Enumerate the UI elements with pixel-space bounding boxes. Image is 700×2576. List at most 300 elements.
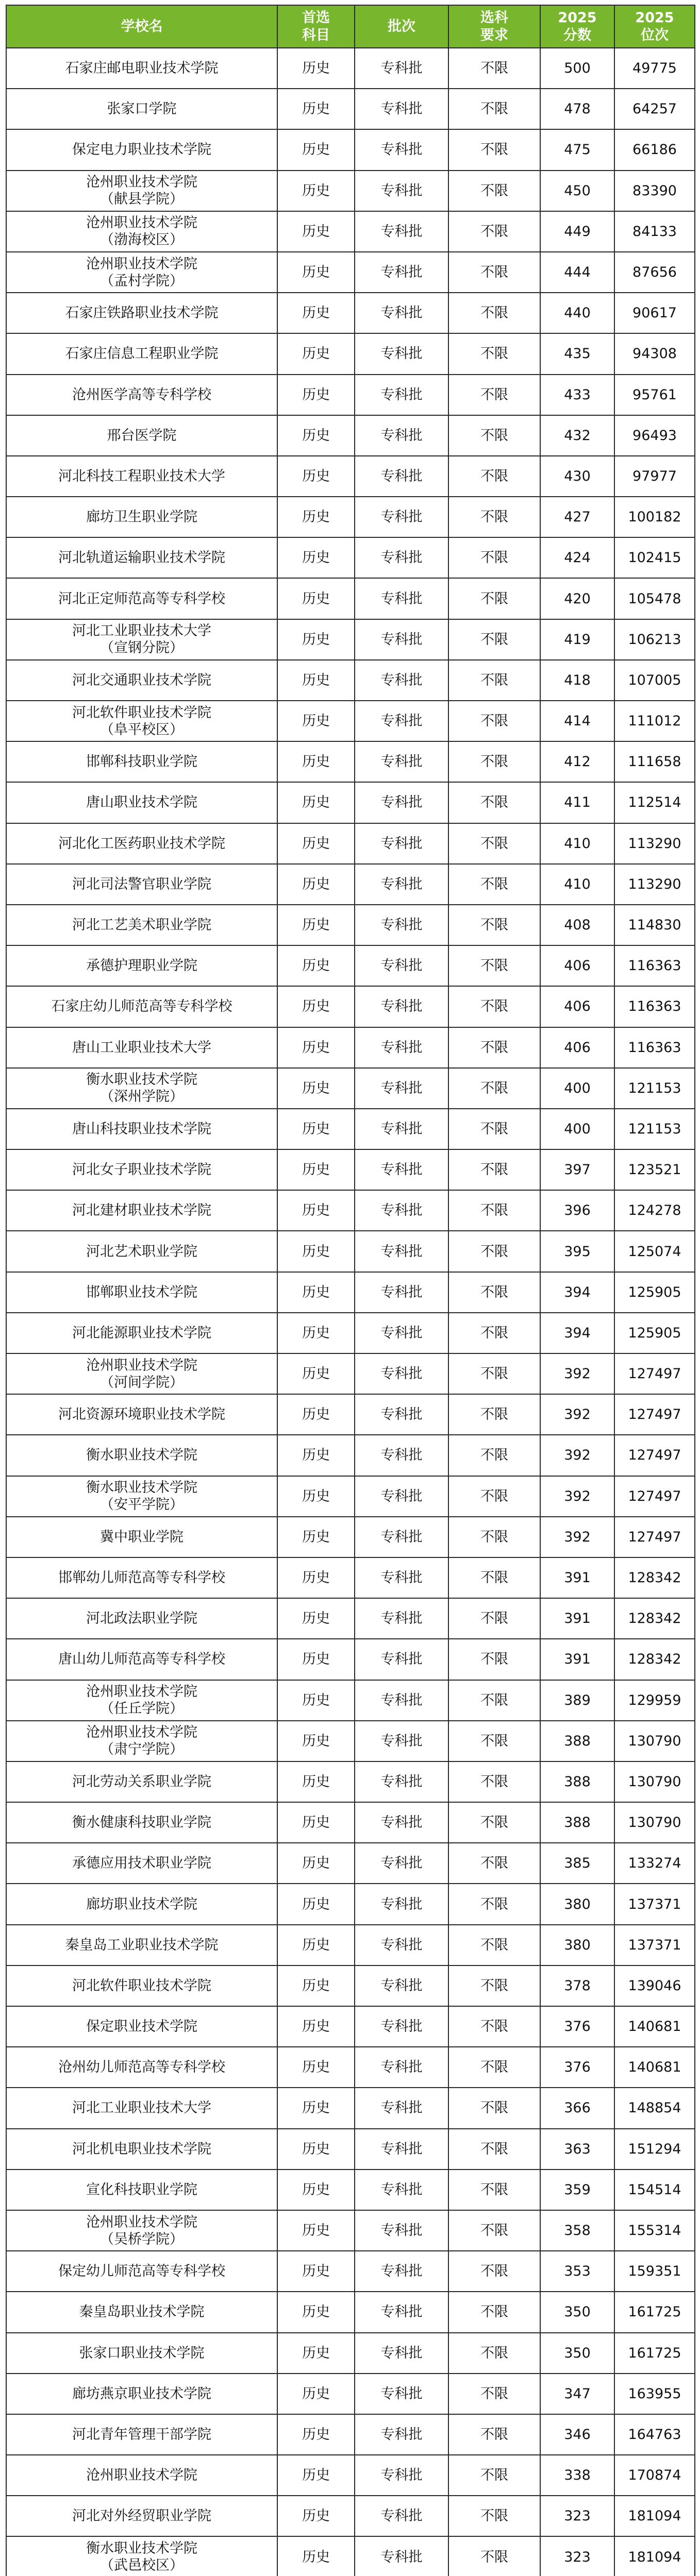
cell-school-name: [6, 2251, 277, 2292]
header-school: 学校名: [6, 5, 277, 48]
school-name-text: 沧州职业技术学院: [86, 215, 197, 231]
cell-school-name: [6, 537, 277, 578]
cell-rank: 121153: [614, 1109, 695, 1149]
cell-batch: 专科批: [355, 986, 448, 1027]
cell-subject: 历史: [277, 1843, 355, 1884]
cell-rank: 125074: [614, 1231, 695, 1272]
cell-score: 475: [540, 129, 614, 170]
table-row: [6, 945, 695, 986]
cell-rank: 140681: [614, 2006, 695, 2047]
cell-rank: 94308: [614, 333, 695, 374]
cell-subject: 历史: [277, 333, 355, 374]
school-name-text: 唐山工业职业技术大学: [72, 1039, 211, 1056]
header-requirement-line2: 要求: [480, 27, 508, 43]
cell-subject: 历史: [277, 415, 355, 456]
cell-rank: 128342: [614, 1639, 695, 1680]
table-row: [6, 701, 695, 741]
school-name-text: 河北工业职业技术大学: [72, 623, 211, 639]
cell-score: 500: [540, 48, 614, 89]
cell-score: 433: [540, 375, 614, 415]
cell-requirement: 不限: [448, 1802, 540, 1843]
cell-requirement: 不限: [448, 864, 540, 905]
cell-school-name: [6, 1680, 277, 1721]
cell-requirement: 不限: [448, 1190, 540, 1231]
cell-rank: 161725: [614, 2333, 695, 2374]
cell-batch: 专科批: [355, 2047, 448, 2088]
school-name-text: 秦皇岛职业技术学院: [79, 2304, 205, 2320]
cell-subject: 历史: [277, 1884, 355, 1924]
cell-rank: 64257: [614, 89, 695, 129]
cell-requirement: 不限: [448, 211, 540, 252]
cell-school-name: [6, 2047, 277, 2088]
cell-rank: 137371: [614, 1925, 695, 1965]
cell-score: 392: [540, 1394, 614, 1435]
cell-score: 430: [540, 456, 614, 497]
header-score: [540, 5, 614, 48]
table-row: [6, 129, 695, 170]
cell-rank: 127497: [614, 1394, 695, 1435]
table-row: [6, 375, 695, 415]
school-name-text: 河北工业职业技术大学: [72, 2100, 211, 2116]
cell-requirement: 不限: [448, 2006, 540, 2047]
cell-batch: 专科批: [355, 1272, 448, 1313]
cell-rank: 155314: [614, 2210, 695, 2251]
cell-subject: 历史: [277, 1231, 355, 1272]
cell-score: 450: [540, 171, 614, 211]
cell-score: 347: [540, 2374, 614, 2414]
cell-batch: 专科批: [355, 293, 448, 333]
cell-requirement: 不限: [448, 1068, 540, 1109]
cell-school-name: [6, 1965, 277, 2006]
cell-school-name: [6, 701, 277, 741]
cell-rank: 123521: [614, 1149, 695, 1190]
cell-requirement: 不限: [448, 333, 540, 374]
cell-requirement: 不限: [448, 1109, 540, 1149]
cell-subject: 历史: [277, 1190, 355, 1231]
cell-batch: 专科批: [355, 2129, 448, 2170]
cell-subject: 历史: [277, 211, 355, 252]
cell-requirement: 不限: [448, 2292, 540, 2332]
table-row: [6, 1027, 695, 1068]
cell-school-name: [6, 211, 277, 252]
cell-rank: 181094: [614, 2496, 695, 2536]
cell-rank: 100182: [614, 497, 695, 537]
cell-score: 389: [540, 1680, 614, 1721]
cell-requirement: 不限: [448, 2536, 540, 2576]
cell-score: 424: [540, 537, 614, 578]
cell-rank: 107005: [614, 660, 695, 701]
cell-school-name: [6, 1639, 277, 1680]
cell-subject: 历史: [277, 1353, 355, 1394]
school-name-text: 河北女子职业技术学院: [72, 1162, 211, 1178]
cell-subject: 历史: [277, 375, 355, 415]
cell-requirement: 不限: [448, 1598, 540, 1639]
cell-subject: 历史: [277, 2170, 355, 2210]
cell-batch: 专科批: [355, 1149, 448, 1190]
cell-batch: 专科批: [355, 537, 448, 578]
cell-requirement: 不限: [448, 1313, 540, 1353]
header-requirement: [448, 5, 540, 48]
cell-batch: 专科批: [355, 1884, 448, 1924]
school-name-text: 石家庄铁路职业技术学院: [65, 305, 219, 321]
cell-school-name: [6, 741, 277, 782]
table-row: [6, 2536, 695, 2576]
cell-rank: 116363: [614, 945, 695, 986]
school-name-text: 唐山职业技术学院: [86, 794, 197, 811]
header-subject: [277, 5, 355, 48]
school-name-text: 河北能源职业技术学院: [72, 1325, 211, 1341]
cell-batch: 专科批: [355, 660, 448, 701]
cell-school-name: [6, 619, 277, 660]
cell-requirement: 不限: [448, 1680, 540, 1721]
table-row: [6, 1476, 695, 1517]
cell-requirement: 不限: [448, 171, 540, 211]
cell-rank: 113290: [614, 864, 695, 905]
cell-school-name: [6, 1557, 277, 1598]
cell-score: 412: [540, 741, 614, 782]
cell-school-name: [6, 252, 277, 293]
cell-score: 380: [540, 1884, 614, 1924]
table-row: [6, 537, 695, 578]
cell-score: 406: [540, 986, 614, 1027]
school-name-text: 廊坊卫生职业学院: [86, 509, 197, 526]
cell-subject: 历史: [277, 252, 355, 293]
school-name-text: 河北正定师范高等专科学校: [58, 590, 225, 607]
school-name-text: 张家口学院: [107, 101, 177, 117]
cell-school-name: [6, 1721, 277, 1761]
cell-subject: 历史: [277, 1802, 355, 1843]
cell-rank: 84133: [614, 211, 695, 252]
cell-subject: 历史: [277, 1313, 355, 1353]
cell-school-name: [6, 2292, 277, 2332]
cell-school-name: [6, 905, 277, 945]
cell-rank: 116363: [614, 986, 695, 1027]
cell-score: 358: [540, 2210, 614, 2251]
cell-subject: 历史: [277, 129, 355, 170]
table-row: [6, 415, 695, 456]
school-name-text: 河北对外经贸职业学院: [72, 2508, 211, 2524]
cell-requirement: 不限: [448, 2088, 540, 2128]
cell-subject: 历史: [277, 1639, 355, 1680]
cell-batch: 专科批: [355, 1068, 448, 1109]
cell-school-name: [6, 660, 277, 701]
cell-rank: 148854: [614, 2088, 695, 2128]
cell-rank: 87656: [614, 252, 695, 293]
cell-score: 350: [540, 2292, 614, 2332]
cell-score: 394: [540, 1313, 614, 1353]
cell-subject: 历史: [277, 2496, 355, 2536]
cell-requirement: 不限: [448, 375, 540, 415]
cell-score: 400: [540, 1068, 614, 1109]
school-name-text: 河北艺术职业学院: [86, 1243, 197, 1260]
admission-score-table: [6, 5, 695, 2576]
cell-batch: 专科批: [355, 2333, 448, 2374]
school-name-text: 承德应用技术职业学院: [72, 1855, 211, 1872]
school-name-text: 廊坊燕京职业技术学院: [72, 2385, 211, 2402]
cell-rank: 49775: [614, 48, 695, 89]
cell-score: 427: [540, 497, 614, 537]
school-name-text: 衡水健康科技职业学院: [72, 1815, 211, 1831]
school-campus-text: （任丘学院）: [100, 1701, 184, 1717]
table-row: [6, 1068, 695, 1109]
cell-requirement: 不限: [448, 129, 540, 170]
cell-school-name: [6, 1149, 277, 1190]
cell-rank: 66186: [614, 129, 695, 170]
school-name-text: 冀中职业学院: [100, 1529, 184, 1545]
school-name-text: 河北建材职业技术学院: [72, 1202, 211, 1219]
table-row: [6, 823, 695, 864]
cell-subject: 历史: [277, 456, 355, 497]
cell-batch: 专科批: [355, 252, 448, 293]
school-name-text: 保定电力职业技术学院: [72, 142, 211, 158]
cell-rank: 111658: [614, 741, 695, 782]
cell-score: 420: [540, 578, 614, 619]
cell-subject: 历史: [277, 1068, 355, 1109]
table-row: [6, 1313, 695, 1353]
cell-rank: 113290: [614, 823, 695, 864]
cell-requirement: 不限: [448, 415, 540, 456]
cell-rank: 164763: [614, 2414, 695, 2455]
header-row: [6, 5, 695, 48]
cell-rank: 129959: [614, 1680, 695, 1721]
school-campus-text: （孟村学院）: [100, 273, 184, 289]
cell-requirement: 不限: [448, 2047, 540, 2088]
table-row: [6, 1435, 695, 1476]
table-row: [6, 864, 695, 905]
cell-requirement: 不限: [448, 2414, 540, 2455]
cell-score: 338: [540, 2455, 614, 2496]
table-row: [6, 2292, 695, 2332]
cell-school-name: [6, 782, 277, 823]
school-name-text: 衡水职业技术学院: [86, 2540, 197, 2557]
school-name-text: 衡水职业技术学院: [86, 1447, 197, 1464]
cell-score: 359: [540, 2170, 614, 2210]
cell-batch: 专科批: [355, 2006, 448, 2047]
cell-subject: 历史: [277, 945, 355, 986]
cell-batch: 专科批: [355, 1435, 448, 1476]
cell-subject: 历史: [277, 619, 355, 660]
school-name-text: 邢台医学院: [107, 427, 177, 444]
cell-rank: 154514: [614, 2170, 695, 2210]
cell-school-name: [6, 1435, 277, 1476]
cell-subject: 历史: [277, 701, 355, 741]
school-name-text: 沧州幼儿师范高等专科学校: [58, 2059, 225, 2076]
table-row: [6, 1109, 695, 1149]
cell-score: 410: [540, 864, 614, 905]
header-score-line2: 分数: [563, 27, 591, 43]
cell-score: 411: [540, 782, 614, 823]
school-campus-text: （献县学院）: [100, 191, 184, 208]
table-row: [6, 2374, 695, 2414]
cell-score: 391: [540, 1598, 614, 1639]
school-campus-text: （肃宁学院）: [100, 1741, 184, 1758]
table-row: [6, 1639, 695, 1680]
cell-subject: 历史: [277, 2210, 355, 2251]
table-row: [6, 1884, 695, 1924]
cell-subject: 历史: [277, 660, 355, 701]
cell-subject: 历史: [277, 497, 355, 537]
school-name-text: 沧州职业技术学院: [86, 1357, 197, 1374]
school-name-text: 河北司法警官职业学院: [72, 876, 211, 892]
cell-rank: 170874: [614, 2455, 695, 2496]
cell-requirement: 不限: [448, 1231, 540, 1272]
cell-subject: 历史: [277, 1109, 355, 1149]
cell-batch: 专科批: [355, 1353, 448, 1394]
header-subject-line1: 首选: [302, 9, 330, 26]
cell-requirement: 不限: [448, 293, 540, 333]
cell-subject: 历史: [277, 1721, 355, 1761]
cell-rank: 161725: [614, 2292, 695, 2332]
cell-score: 435: [540, 333, 614, 374]
cell-batch: 专科批: [355, 1639, 448, 1680]
school-name-text: 河北软件职业技术学院: [72, 1977, 211, 1994]
cell-requirement: 不限: [448, 1353, 540, 1394]
table-row: [6, 1925, 695, 1965]
cell-school-name: [6, 2536, 277, 2576]
cell-rank: 125905: [614, 1313, 695, 1353]
cell-requirement: 不限: [448, 782, 540, 823]
school-campus-text: （吴桥学院）: [100, 2231, 184, 2247]
cell-batch: 专科批: [355, 171, 448, 211]
cell-requirement: 不限: [448, 2333, 540, 2374]
header-requirement-line1: 选科: [480, 9, 508, 26]
cell-score: 385: [540, 1843, 614, 1884]
school-name-text: 河北青年管理干部学院: [72, 2426, 211, 2443]
cell-rank: 102415: [614, 537, 695, 578]
cell-subject: 历史: [277, 1272, 355, 1313]
cell-requirement: 不限: [448, 1435, 540, 1476]
table-row: [6, 2251, 695, 2292]
cell-school-name: [6, 293, 277, 333]
cell-requirement: 不限: [448, 48, 540, 89]
cell-requirement: 不限: [448, 1394, 540, 1435]
cell-batch: 专科批: [355, 1802, 448, 1843]
cell-requirement: 不限: [448, 1027, 540, 1068]
cell-score: 353: [540, 2251, 614, 2292]
cell-score: 323: [540, 2496, 614, 2536]
header-subject-line2: 科目: [302, 27, 330, 43]
cell-school-name: [6, 1843, 277, 1884]
table-row: [6, 2047, 695, 2088]
cell-rank: 97977: [614, 456, 695, 497]
cell-requirement: 不限: [448, 2374, 540, 2414]
cell-requirement: 不限: [448, 905, 540, 945]
cell-subject: 历史: [277, 2006, 355, 2047]
cell-batch: 专科批: [355, 1925, 448, 1965]
cell-school-name: [6, 1313, 277, 1353]
cell-rank: 106213: [614, 619, 695, 660]
cell-score: 406: [540, 945, 614, 986]
table-row: [6, 1721, 695, 1761]
table-row: [6, 782, 695, 823]
cell-score: 400: [540, 1109, 614, 1149]
cell-batch: 专科批: [355, 578, 448, 619]
table-row: [6, 1598, 695, 1639]
cell-subject: 历史: [277, 2292, 355, 2332]
cell-school-name: [6, 1109, 277, 1149]
cell-school-name: [6, 2088, 277, 2128]
school-name-text: 河北资源环境职业技术学院: [58, 1406, 225, 1423]
cell-batch: 专科批: [355, 1109, 448, 1149]
cell-rank: 127497: [614, 1476, 695, 1517]
cell-batch: 专科批: [355, 741, 448, 782]
cell-batch: 专科批: [355, 1721, 448, 1761]
table-row: [6, 2496, 695, 2536]
table-row: [6, 1843, 695, 1884]
cell-batch: 专科批: [355, 1843, 448, 1884]
cell-subject: 历史: [277, 1965, 355, 2006]
cell-score: 380: [540, 1925, 614, 1965]
school-name-text: 保定幼儿师范高等专科学校: [58, 2263, 225, 2280]
header-rank-line2: 位次: [641, 27, 669, 43]
cell-score: 392: [540, 1353, 614, 1394]
cell-rank: 181094: [614, 2536, 695, 2576]
table-body: [6, 48, 695, 2576]
cell-subject: 历史: [277, 1761, 355, 1802]
cell-batch: 专科批: [355, 1027, 448, 1068]
cell-batch: 专科批: [355, 1965, 448, 2006]
table-row: [6, 252, 695, 293]
cell-subject: 历史: [277, 986, 355, 1027]
cell-requirement: 不限: [448, 2455, 540, 2496]
cell-batch: 专科批: [355, 1517, 448, 1557]
cell-rank: 130790: [614, 1802, 695, 1843]
cell-subject: 历史: [277, 2414, 355, 2455]
cell-batch: 专科批: [355, 823, 448, 864]
cell-requirement: 不限: [448, 701, 540, 741]
cell-requirement: 不限: [448, 89, 540, 129]
cell-subject: 历史: [277, 1557, 355, 1598]
school-name-text: 河北软件职业技术学院: [72, 704, 211, 721]
cell-batch: 专科批: [355, 782, 448, 823]
cell-batch: 专科批: [355, 701, 448, 741]
cell-school-name: [6, 333, 277, 374]
cell-rank: 112514: [614, 782, 695, 823]
table-row: [6, 497, 695, 537]
cell-school-name: [6, 2210, 277, 2251]
header-batch: 批次: [355, 5, 448, 48]
cell-rank: 96493: [614, 415, 695, 456]
cell-batch: 专科批: [355, 375, 448, 415]
cell-score: 391: [540, 1557, 614, 1598]
cell-subject: 历史: [277, 1598, 355, 1639]
cell-subject: 历史: [277, 1476, 355, 1517]
cell-requirement: 不限: [448, 1721, 540, 1761]
cell-requirement: 不限: [448, 1476, 540, 1517]
cell-school-name: [6, 171, 277, 211]
school-name-text: 衡水职业技术学院: [86, 1072, 197, 1088]
cell-score: 397: [540, 1149, 614, 1190]
cell-score: 410: [540, 823, 614, 864]
cell-subject: 历史: [277, 2047, 355, 2088]
cell-rank: 159351: [614, 2251, 695, 2292]
cell-batch: 专科批: [355, 497, 448, 537]
school-name-text: 河北化工医药职业技术学院: [58, 835, 225, 852]
table-row: [6, 905, 695, 945]
cell-rank: 127497: [614, 1517, 695, 1557]
cell-subject: 历史: [277, 1680, 355, 1721]
header-rank: [614, 5, 695, 48]
school-name-text: 石家庄幼儿师范高等专科学校: [51, 998, 232, 1015]
cell-rank: 151294: [614, 2129, 695, 2170]
cell-score: 363: [540, 2129, 614, 2170]
school-name-text: 唐山幼儿师范高等专科学校: [58, 1651, 225, 1668]
cell-school-name: [6, 864, 277, 905]
cell-requirement: 不限: [448, 1965, 540, 2006]
cell-requirement: 不限: [448, 619, 540, 660]
cell-batch: 专科批: [355, 1680, 448, 1721]
cell-score: 388: [540, 1802, 614, 1843]
